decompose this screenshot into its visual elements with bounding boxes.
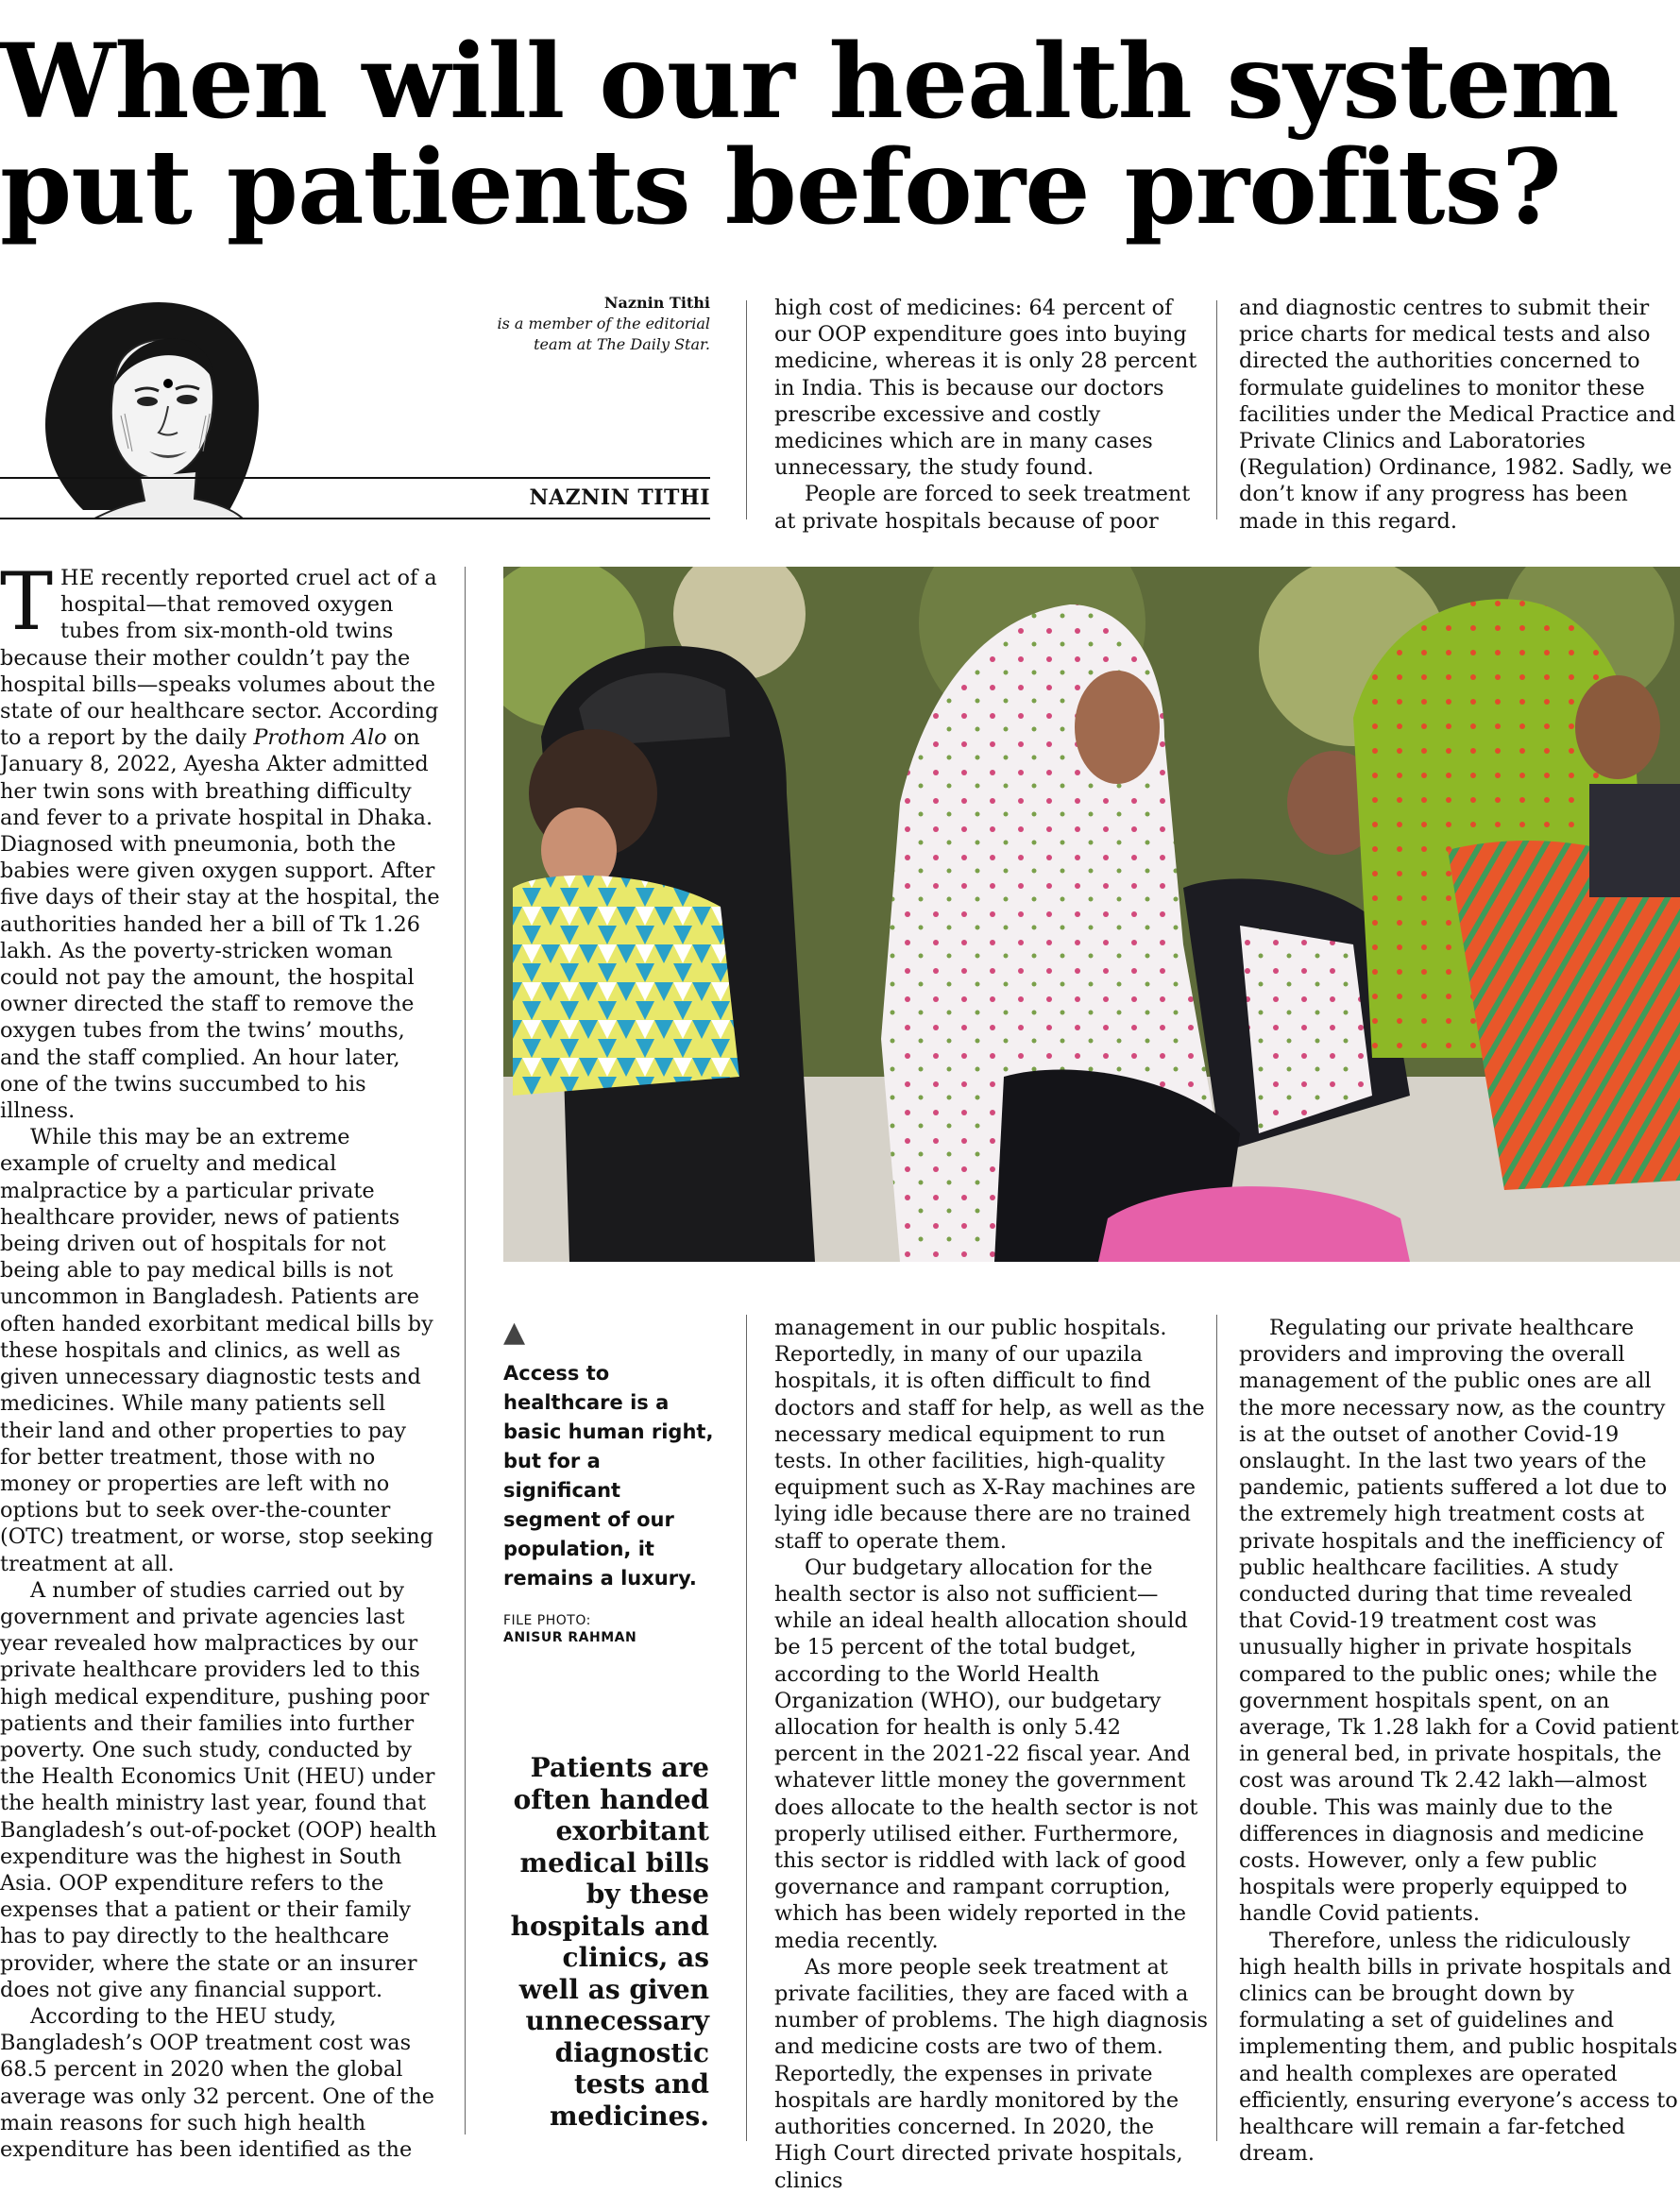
drop-cap: T: [0, 555, 54, 648]
photo-caption: [503, 1318, 716, 1646]
article-paragraph: People are forced to seek treatment at private hospitals because of poor: [774, 482, 1191, 534]
article-paragraph: A number of studies carried out by government and private agencies last year revealed how malpractices by our private healthcare providers led to this high medical expenditure, pushing poor patients and their families into further poverty. One such study, conducted by the Health Economics Unit (HEU) under the health ministry last year, found that Bangladesh’s out-of-pocket (OOP) health expenditure was the highest in South Asia. OOP expenditure refers to the expenses that a patient or their family has to pay directly to the healthcare provider, where the state or an insurer does not give any financial support.: [0, 1577, 437, 2002]
author-portrait: [26, 283, 281, 519]
column-divider: [746, 1315, 747, 2141]
author-bio: [491, 293, 710, 355]
column-divider: [1216, 1315, 1217, 2141]
article-column-2-bottom: [774, 1315, 1209, 2194]
article-column-3-top: [1239, 295, 1680, 535]
author-name-small: Naznin Tithi: [603, 294, 710, 312]
article-paragraph: According to the HEU study, Bangladesh’s OOP treatment cost was 68.5 percent in 2020 when the global average was only 32 percent. One of the main reasons for such high health expenditure has been identified as the: [0, 2003, 434, 2162]
article-paragraph: As more people seek treatment at private facilities, they are faced with a number of problems. The high diagnosis and medicine costs are two of them. Reportedly, the expenses in private hospitals are hardly monitored by the authorities concerned. In 2020, the High Court directed private hospitals, clinics: [774, 1954, 1208, 2193]
photo-credit-label: FILE PHOTO:: [503, 1613, 591, 1628]
article-photo: [503, 567, 1680, 1262]
article-paragraph: high cost of medicines: 64 percent of our OOP expenditure goes into buying medicine, whereas it is only 28 percent in India. This is because our doctors prescribe excessive and costly medicines which are in many cases unnecessary, the study found.: [774, 296, 1197, 481]
article-paragraph: Regulating our private healthcare providers and improving the overall management of the public ones are all the more necessary now, as the country is at the outset of another Covid-19 onslaught. In the last two years of the pandemic, patients suffered a lot due to the extremely high treatment costs at private hospitals and the inefficiency of public healthcare facilities. A study conducted during that time revealed that Covid-19 treatment cost was unusually higher in private hospitals compared to the public ones; while the government hospitals spent, on an average, Tk 1.28 lakh for a Covid patient in general bed, in private hospitals, the cost was around Tk 2.42 lakh—almost double. This was mainly due to the differences in diagnosis and medicine costs. However, only a few public hospitals were properly equipped to handle Covid patients.: [1239, 1316, 1679, 1927]
article-column-3-bottom: [1239, 1315, 1680, 2168]
article-column-1: [0, 555, 442, 2163]
column-divider: [465, 567, 466, 2134]
photo-credit-name: ANISUR RAHMAN: [503, 1630, 637, 1645]
article-paragraph: and diagnostic centres to submit their price charts for medical tests and also directed the authorities concerned to formulate guidelines to monitor these facilities under the Medical Practice and Private Clinics and Laboratories (Regulation) Ordinance, 1982. Sadly, we don’t know if any progress has been made in this regard.: [1239, 296, 1676, 534]
author-description: is a member of the editorial team at The Daily Star.: [497, 315, 710, 353]
photo-credit: [503, 1612, 716, 1646]
column-divider: [746, 300, 747, 519]
headline: When will our health system put patients before profits?: [0, 21, 1619, 247]
caption-up-arrow-icon: ▲: [503, 1316, 526, 1349]
article-paragraph: management in our public hospitals. Reportedly, in many of our upazila hospitals, it is often difficult to find doctors and staff for help, as well as the necessary medical equipment to run tests. In other facilities, high-quality equipment such as X-Ray machines are lying idle because there are no trained staff to operate them.: [774, 1316, 1205, 1554]
author-divider: [0, 477, 710, 479]
article-column-2-top: [774, 295, 1209, 535]
article-paragraph: THE recently reported cruel act of a hospital—that removed oxygen tubes from six-month-old twins because their mother couldn’t pay the hospital bills—speaks volumes about the state of our healthcare sector. According to a report by the daily Prothom Alo on January 8, 2022, Ayesha Akter admitted her twin sons with breathing difficulty and fever to a private hospital in Dhaka. Diagnosed with pneumonia, both the babies were given oxygen support. After five days of their stay at the hospital, the authorities handed her a bill of Tk 1.26 lakh. As the poverty-stricken woman could not pay the amount, the hospital owner directed the staff to remove the oxygen tubes from the twins’ mouths, and the staff complied. An hour later, one of the twins succumbed to his illness.: [0, 555, 440, 1124]
author-bottom-divider: [0, 518, 710, 519]
column-divider: [1216, 300, 1217, 519]
caption-text: Access to healthcare is a basic human right, but for a significant segment of our population, it remains a luxury.: [503, 1362, 714, 1590]
pull-quote: Patients are often handed exorbitant medical bills by these hospitals and clinics, as well as given unnecessary diagnostic tests and medicines.: [510, 1752, 709, 2132]
article-paragraph: While this may be an extreme example of cruelty and medical malpractice by a particular private healthcare provider, news of patients being driven out of hospitals for not being able to pay medical bills is not uncommon in Bangladesh. Patients are often handed exorbitant medical bills by these hospitals and clinics, as well as given unnecessary diagnostic tests and medicines. While many patients sell their land and other properties to pay for better treatment, those with no money or properties are left with no options but to seek over-the-counter (OTC) treatment, or worse, stop seeking treatment at all.: [0, 1125, 433, 1576]
author-byline: NAZNIN TITHI: [529, 485, 710, 510]
article-paragraph: Therefore, unless the ridiculously high health bills in private hospitals and clinics can be brought down by formulating a set of guidelines and implementing them, and public hospitals and health complexes are operated efficiently, ensuring everyone’s access to healthcare will remain a far-fetched dream.: [1239, 1928, 1678, 2167]
article-paragraph: Our budgetary allocation for the health sector is also not sufficient—while an ideal health allocation should be 15 percent of the total budget, according to the World Health Organization (WHO), our budgetary allocation for health is only 5.42 percent in the 2021-22 fiscal year. And whatever little money the government does allocate to the health sector is not properly utilised either. Furthermore, this sector is riddled with lack of good governance and rampant corruption, which has been widely reported in the media recently.: [774, 1555, 1198, 1953]
